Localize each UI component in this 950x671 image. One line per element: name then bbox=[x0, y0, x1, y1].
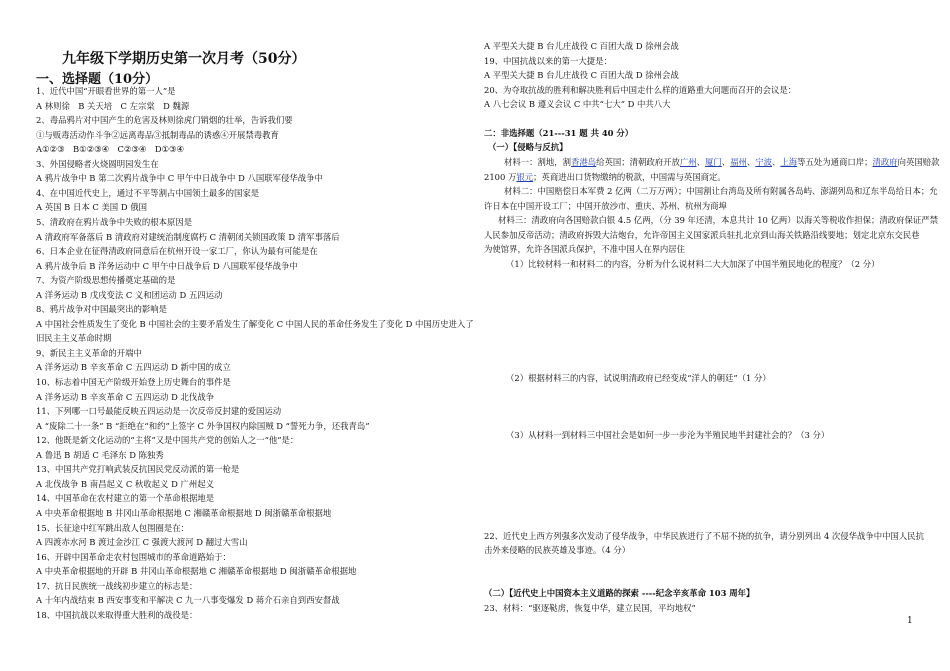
question-line: 13、中国共产党打响武装反抗国民党反动派的第一枪是 bbox=[36, 464, 240, 475]
question-23: 23、材料：“驱逐鞑虏，恢复中华，建立民国，平均地权” bbox=[484, 603, 696, 613]
question-line: 7、为资产阶级思想传播奠定基础的是 bbox=[36, 275, 176, 286]
question-line: 1、近代中国“开眼看世界的第一人”是 bbox=[36, 86, 176, 96]
question-line: 6、日本企业在征得清政府同意后在杭州开设一家工厂，你认为最有可能是在 bbox=[36, 246, 318, 257]
question-line: 17、抗日民族统一战线初步建立的标志是： bbox=[36, 580, 198, 591]
material-three-line-2: 人民参加反帝活动；清政府拆毁大沽炮台，允许帝国主义国家派兵驻扎北京到山海关铁路沿线要地；划定北京东交民巷 bbox=[484, 230, 920, 240]
section-heading-choice: 一、选择题（10分） bbox=[36, 72, 159, 87]
question-22-line-1: 22、近代史上西方列强多次发动了侵华战争，中华民族进行了不屈不挠的抗争，请分别列出 4 次侵华战争中中国人民抗 bbox=[484, 531, 925, 541]
question-line: A 林则徐 B 关天培 C 左宗棠 D 魏源 bbox=[36, 100, 190, 111]
question-21-2: （2）根据材料三的内容，试说明清政府已经变成“洋人的朝廷”（1 分） bbox=[506, 373, 771, 383]
link-silver-dollar[interactable]: 银元 bbox=[516, 172, 534, 182]
subsection-heading-capitalism: （二）【近代史上中国资本主义道路的探索 ----纪念辛亥革命 103 周年】 bbox=[484, 588, 755, 598]
question-line: A 鸦片战争后 B 洋务运动中 C 甲午中日战争后 D 八国联军侵华战争中 bbox=[36, 260, 298, 271]
question-line: 12、他既是新文化运动的“主将”又是中国共产党的创始人之一“他”是： bbox=[36, 435, 299, 446]
question-21-3: （3）从材料一到材料三中国社会是如何一步一步沦为半殖民地半封建社会的？（3 分） bbox=[506, 430, 830, 440]
question-line: A 十年内战结束 B 西安事变和平解决 C 九一八事变爆发 D 蒋介石亲自到西安督战 bbox=[36, 595, 340, 606]
question-line: ①与贩毒活动作斗争②远离毒品③抵制毒品的诱惑④开展禁毒教育 bbox=[36, 129, 279, 140]
question-line: A 洋务运动 B 辛亥革命 C 五四运动 D 北伐战争 bbox=[36, 391, 214, 402]
question-line: 11、下列哪一口号最能反映五四运动是一次反帝反封建的爱国运动 bbox=[36, 406, 282, 417]
material-two-line-1: 材料二：中国赔偿日本军费 2 亿两（二万万两）；中国割让台湾岛及所有附属各岛屿、澎湖列岛和辽东半岛给日本；允 bbox=[504, 186, 938, 196]
question-line: 15、长征途中红军跳出敌人包围圈是在： bbox=[36, 522, 190, 533]
material-three-line-3: 为使馆界，允许各国派兵保护，不准中国人在界内居住 bbox=[484, 244, 685, 254]
question-line: 旧民主主义革命时期 bbox=[36, 333, 112, 344]
question-line: A “废除二十一条” B “拒绝在“和约”上签字 C 外争国权内除国贼 D “誓死力争，还我青岛” bbox=[36, 420, 370, 431]
link-shanghai[interactable]: 上海 bbox=[780, 157, 798, 167]
question-line: A 洋务运动 B 戊戌变法 C 义和团运动 D 五四运动 bbox=[36, 289, 223, 300]
subsection-heading-invasion: （一）【侵略与反抗】 bbox=[488, 142, 568, 152]
question-line: 4、在中国近代史上，通过不平等割占中国领土最多的国家是 bbox=[36, 187, 260, 198]
question-line: 10、标志着中国无产阶级开始登上历史舞台的事件是 bbox=[36, 377, 231, 387]
question-line: A 中国社会性质发生了变化 B 中国社会的主要矛盾发生了解变化 C 中国人民的革命任务发生了变化 D 中国历史进入了 bbox=[36, 318, 474, 329]
material-two-line-2: 许日本在中国开设工厂；中国开放沙市、重庆、苏州、杭州为商埠 bbox=[484, 201, 727, 211]
question-22-line-2: 击外来侵略的民族英雄及事迹。（4 分） bbox=[484, 545, 631, 555]
question-line: A 洋务运动 B 辛亥革命 C 五四运动 D 新中国的成立 bbox=[36, 362, 231, 373]
page-number: 1 bbox=[907, 616, 913, 626]
question-line: A 清政府军备落后 B 清政府对建统治制度腐朽 C 清朝闭关锁国政策 D 清军事落后 bbox=[36, 231, 340, 242]
material-three-line-1: 材料三：清政府向各国赔款白银 4.5 亿两，（分 39 年还清，本息共计 10 亿两）以海关等税收作担保；清政府保证严禁 bbox=[498, 215, 939, 225]
question-line: 8、鸦片战争对中国最突出的影响是 bbox=[36, 304, 167, 315]
link-qing-government[interactable]: 清政府 bbox=[872, 157, 898, 167]
question-line: A 鲁迅 B 胡适 C 毛泽东 D 陈独秀 bbox=[36, 449, 164, 460]
question-21-1: （1）比较材料一和材料二的内容，分析为什么说材料二大大加深了中国半殖民地化的程度？（2 分） bbox=[506, 259, 880, 269]
page-title: 九年级下学期历史第一次月考（50分） bbox=[62, 51, 306, 67]
material-one-line-2: 2100 万银元；英商进出口货物缴纳的税款，中国需与英国商定。 bbox=[484, 172, 726, 182]
link-hong-kong[interactable]: 香港岛 bbox=[571, 157, 597, 167]
link-xiamen[interactable]: 厦门 bbox=[705, 157, 722, 167]
link-ningbo[interactable]: 宁波 bbox=[755, 157, 772, 167]
material-one-line-1: 材料一：割地，割香港岛给英国；清朝政府开放广州、厦门、福州、宁波、上海等五处为通商口岸；清政府向英国赔款 bbox=[504, 157, 940, 167]
link-fuzhou[interactable]: 福州 bbox=[730, 157, 747, 167]
question-line: A 北伐战争 B 南昌起义 C 秋收起义 D 广州起义 bbox=[36, 478, 214, 489]
section-heading-nonchoice: 二：非选择题（21---31 题 共 40 分） bbox=[484, 128, 634, 138]
question-line: 3、外国侵略者火烧圆明园发生在 bbox=[36, 158, 159, 169]
question-line: A 八七会议 B 遵义会议 C 中共“七大” D 中共八大 bbox=[484, 99, 671, 110]
question-line: 2、毒品鸦片对中国产生的危害及林则徐虎门销烟的壮举，告诉我们要 bbox=[36, 115, 293, 126]
question-line: A 平型关大捷 B 台儿庄战役 C 百团大战 D 徐州会战 bbox=[484, 70, 679, 81]
question-line: 14、中国革命在农村建立的第一个革命根据地是 bbox=[36, 493, 215, 504]
question-line: A 中央革命根据地的开辟 B 井冈山革命根据地 C 湘赣革命根据地 D 闽浙赣革命根据地 bbox=[36, 566, 357, 577]
question-line: A 中央革命根据地 B 井冈山革命根据地 C 湘赣革命根据地 D 闽浙赣革命根据地 bbox=[36, 507, 332, 518]
link-guangzhou[interactable]: 广州 bbox=[679, 157, 697, 167]
question-line: 16、开辟中国革命走农村包围城市的革命道路始于： bbox=[36, 551, 231, 562]
question-line: A 英国 B 日本 C 美国 D 俄国 bbox=[36, 202, 147, 213]
question-line: 9、新民主主义革命的开端中 bbox=[36, 347, 142, 358]
question-line: A 四渡赤水河 B 渡过金沙江 C 强渡大渡河 D 翻过大雪山 bbox=[36, 537, 248, 548]
question-line: 20、为夺取抗战的胜利和解决胜利后中国走什么样的道路重大问题而召开的会议是： bbox=[484, 84, 797, 95]
question-line: A①②③ B①②③④ C②③④ D①③④ bbox=[36, 144, 185, 155]
question-line: 5、清政府在鸦片战争中失败的根本原因是 bbox=[36, 216, 193, 227]
question-line: 18、中国抗战以来取得重大胜利的战役是： bbox=[36, 609, 198, 620]
question-line: 19、中国抗战以来的第一大捷是： bbox=[484, 55, 612, 66]
question-line: A 平型关大捷 B 台儿庄战役 C 百团大战 D 徐州会战 bbox=[484, 41, 679, 51]
question-line: A 鸦片战争中 B 第二次鸦片战争中 C 甲午中日战争中 D 八国联军侵华战争中 bbox=[36, 173, 323, 184]
